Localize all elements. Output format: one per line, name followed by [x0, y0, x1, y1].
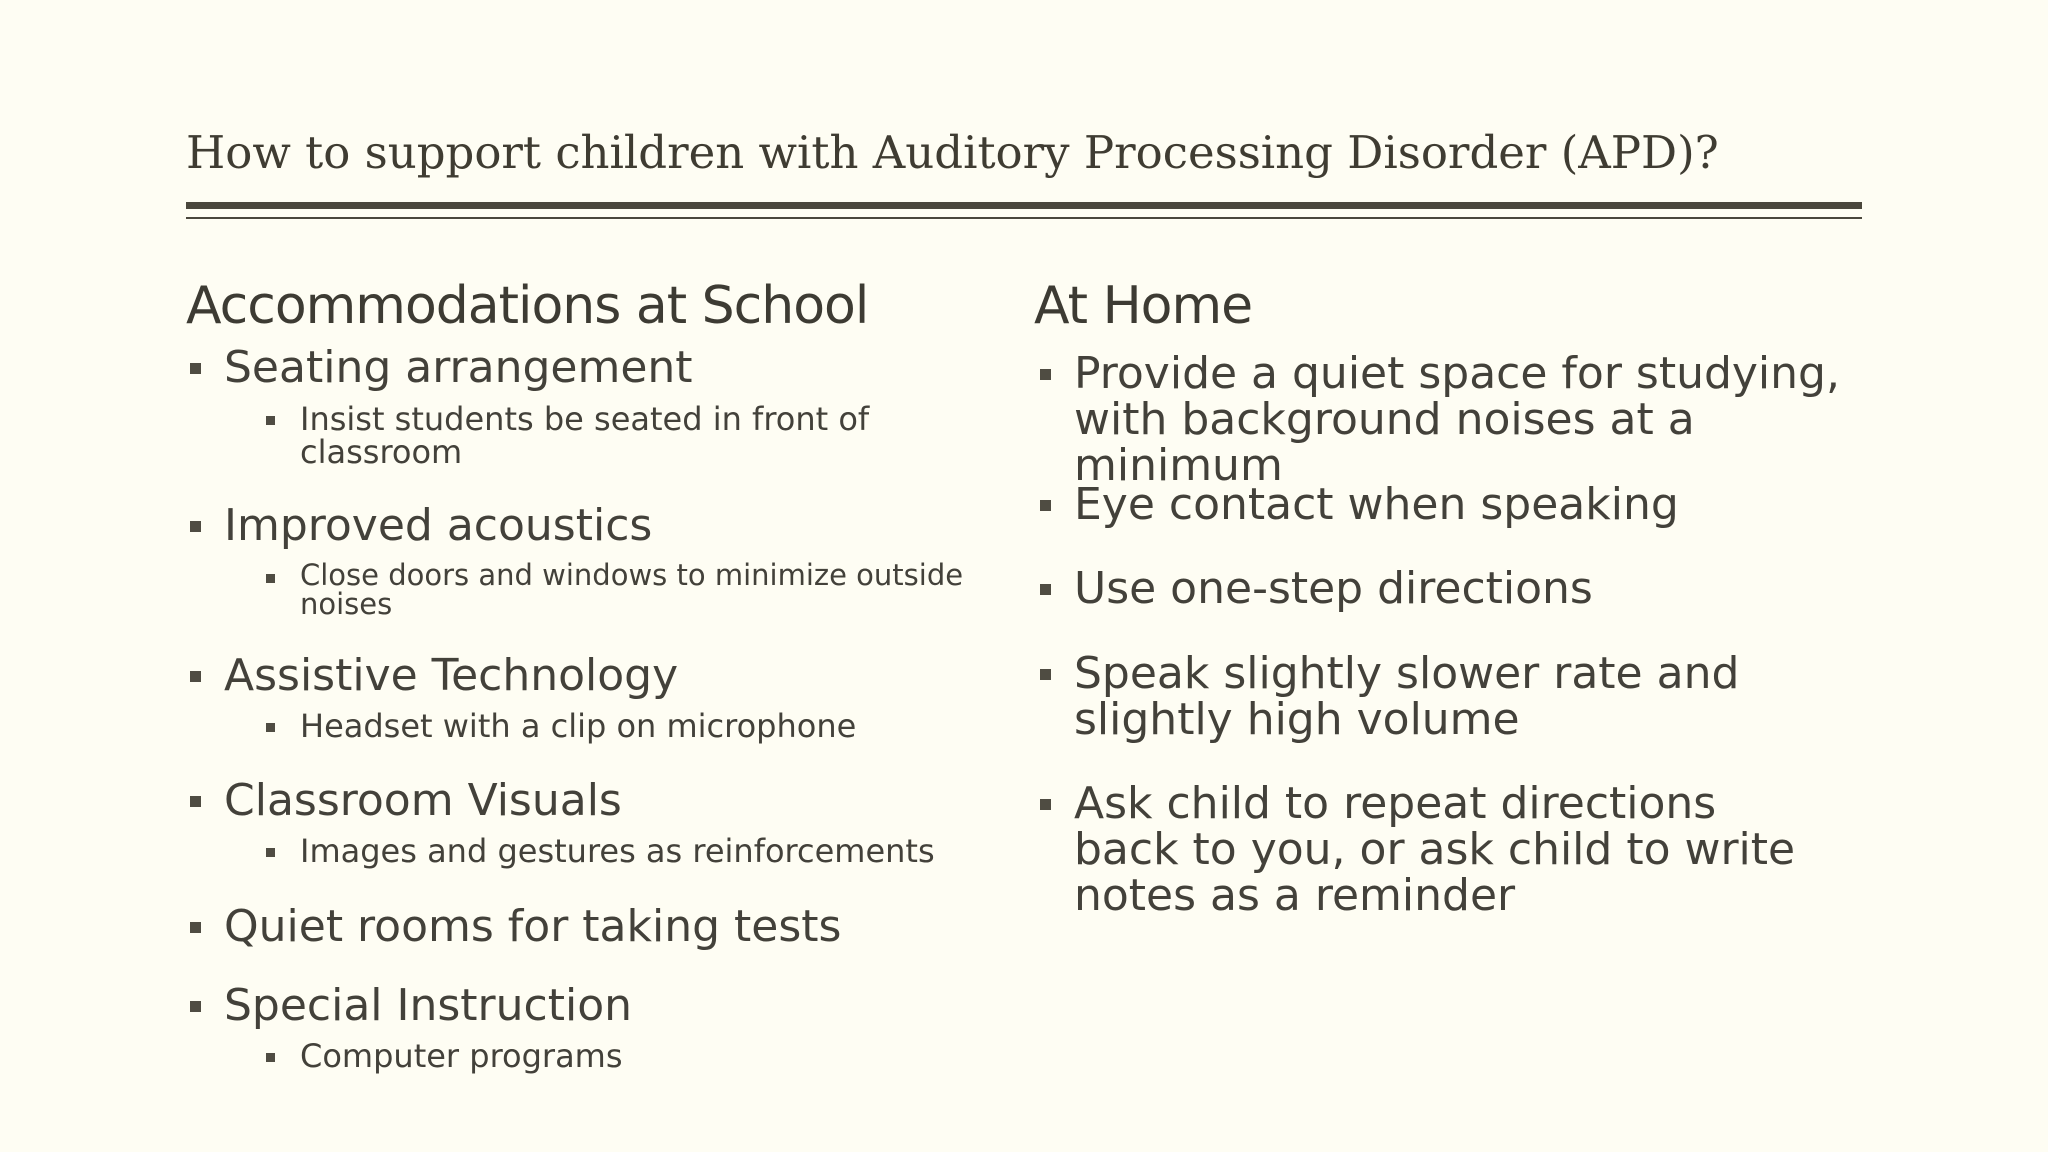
slide-title: How to support children with Auditory Processing Disorder (APD)?: [186, 126, 1719, 179]
left-subitem-label: Insist students be seated in front of classroom: [300, 400, 870, 471]
bullet-marker: [190, 521, 201, 532]
left-item-label: Quiet rooms for taking tests: [224, 901, 842, 952]
left-item-special-instruction: [224, 980, 633, 1031]
left-item-quiet-rooms: [224, 901, 842, 952]
bullet-marker: [266, 574, 275, 583]
left-item-label: Improved acoustics: [224, 500, 653, 551]
left-item-label: Assistive Technology: [224, 650, 679, 701]
left-item-label: Special Instruction: [224, 980, 633, 1031]
left-subitem-label: Computer programs: [300, 1037, 623, 1075]
right-item-label: Speak slightly slower rate and slightly high volume: [1074, 648, 1740, 745]
right-item-eye-contact: [1074, 479, 1679, 530]
bullet-marker: [1040, 799, 1051, 810]
left-item-label: Classroom Visuals: [224, 775, 622, 826]
right-item-label: Eye contact when speaking: [1074, 479, 1679, 530]
bullet-marker: [1040, 584, 1051, 595]
bullet-marker: [190, 1001, 201, 1012]
bullet-marker: [266, 1053, 275, 1062]
left-item-acoustics: [224, 500, 653, 551]
bullet-marker: [1040, 500, 1051, 511]
left-subitem-label: Close doors and windows to minimize outside noises: [300, 558, 964, 621]
right-heading: At Home: [1034, 276, 1253, 336]
right-item-quiet-space: [1074, 348, 1874, 491]
bullet-marker: [1040, 369, 1051, 380]
right-item-label: Ask child to repeat directions back to you, or ask child to write notes as a reminder: [1074, 778, 1796, 921]
left-item-visuals: [224, 775, 622, 826]
right-item-one-step: [1074, 563, 1593, 614]
bullet-marker: [266, 723, 275, 732]
bullet-marker: [190, 363, 201, 374]
bullet-marker: [190, 671, 201, 682]
right-item-label: Use one-step directions: [1074, 563, 1593, 614]
bullet-marker: [190, 796, 201, 807]
right-item-label: Provide a quiet space for studying, with background noises at a minimum: [1074, 348, 1840, 491]
left-subitem-special-instruction: [300, 1037, 623, 1075]
left-item-seating: [224, 342, 693, 393]
left-subitem-seating: [300, 400, 900, 471]
right-item-repeat-directions: [1074, 778, 1834, 921]
left-subitem-label: Images and gestures as reinforcements: [300, 832, 935, 870]
left-subitem-acoustics: [300, 558, 1040, 621]
bullet-marker: [190, 922, 201, 933]
left-heading: Accommodations at School: [186, 276, 869, 336]
bullet-marker: [1040, 669, 1051, 680]
left-subitem-visuals: [300, 832, 935, 870]
right-item-speak-slower: [1074, 648, 1854, 745]
title-rule-thin: [186, 217, 1862, 219]
left-item-assistive-tech: [224, 650, 679, 701]
title-rule-thick: [186, 202, 1862, 209]
left-subitem-label: Headset with a clip on microphone: [300, 707, 857, 745]
bullet-marker: [266, 848, 275, 857]
bullet-marker: [266, 416, 275, 425]
left-item-label: Seating arrangement: [224, 342, 693, 393]
left-subitem-assistive-tech: [300, 707, 857, 745]
